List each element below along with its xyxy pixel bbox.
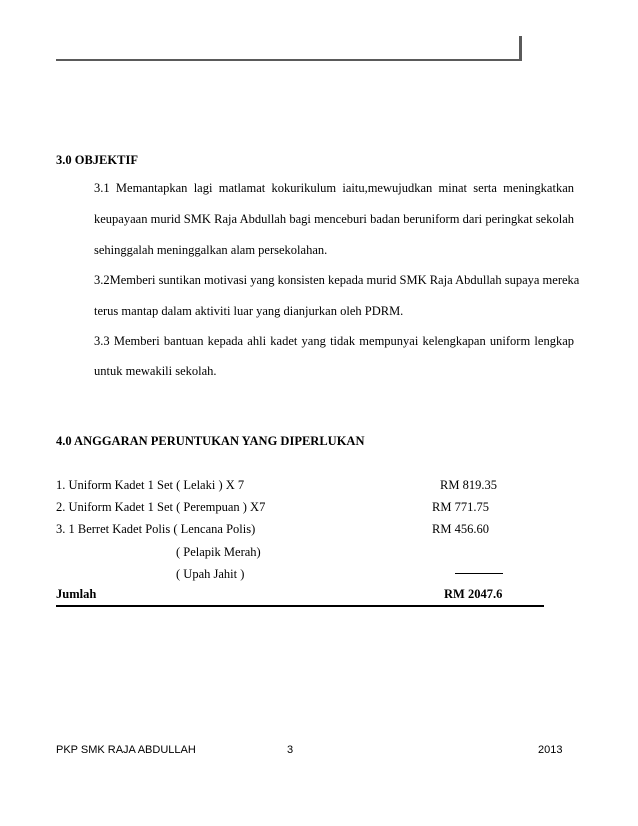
budget-item-1-label: 1. Uniform Kadet 1 Set ( Lelaki ) X 7 <box>56 478 245 492</box>
objective-3-1-line-3: sehinggalah meninggalkan alam persekolahan. <box>94 243 328 257</box>
header-tick-mark <box>519 36 522 60</box>
budget-item-2-amount: RM 771.75 <box>432 500 489 514</box>
objective-3-3-line-1: 3.3 Memberi bantuan kepada ahli kadet yang tidak mempunyai kelengkapan uniform lengkap <box>94 334 574 348</box>
budget-item-1-amount: RM 819.35 <box>440 478 497 492</box>
budget-item-3-amount: RM 456.60 <box>432 522 489 536</box>
section-heading-anggaran: 4.0 ANGGARAN PERUNTUKAN YANG DIPERLUKAN <box>56 434 365 448</box>
section-heading-objektif: 3.0 OBJEKTIF <box>56 153 138 167</box>
budget-sub-item-upah: ( Upah Jahit ) <box>176 567 245 581</box>
header-rule <box>56 59 522 61</box>
objective-3-1-line-1: 3.1 Memantapkan lagi matlamat kokurikulum iaitu,mewujudkan minat serta meningkatkan <box>94 181 574 195</box>
budget-item-3-label: 3. 1 Berret Kadet Polis ( Lencana Polis) <box>56 522 256 536</box>
footer-school-name: PKP SMK RAJA ABDULLAH <box>56 744 196 756</box>
footer-page-number: 3 <box>287 744 294 756</box>
footer-year: 2013 <box>538 744 563 756</box>
sum-underline <box>455 573 503 574</box>
objective-3-2-line-1: 3.2Memberi suntikan motivasi yang konsisten kepada murid SMK Raja Abdullah supaya mereka <box>94 273 580 287</box>
objective-3-3-line-2: untuk mewakili sekolah. <box>94 364 217 378</box>
budget-item-2-label: 2. Uniform Kadet 1 Set ( Perempuan ) X7 <box>56 500 266 514</box>
objective-3-2-line-2: terus mantap dalam aktiviti luar yang dianjurkan oleh PDRM. <box>94 304 404 318</box>
objective-3-1-line-2: keupayaan murid SMK Raja Abdullah bagi menceburi badan beruniform dari peringkat sekolah <box>94 212 574 226</box>
total-label: Jumlah <box>56 587 97 601</box>
total-amount: RM 2047.6 <box>444 587 503 601</box>
budget-sub-item-pelapik: ( Pelapik Merah) <box>176 545 261 559</box>
total-rule <box>56 605 544 607</box>
